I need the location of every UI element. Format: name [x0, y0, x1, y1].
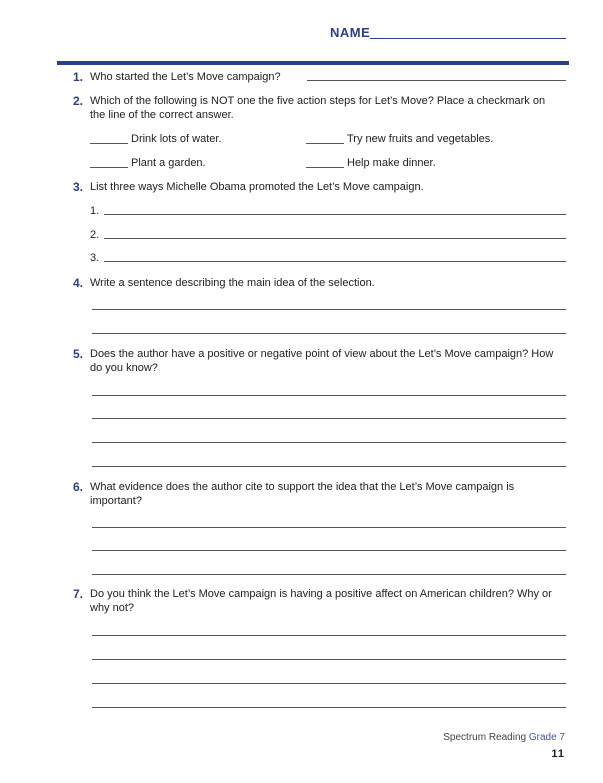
header-divider	[57, 61, 569, 65]
answer-line-5d[interactable]	[92, 466, 566, 467]
answer-line-7b[interactable]	[92, 659, 566, 660]
list-item-2-label: 2.	[90, 229, 100, 241]
checkmark-line-option-4[interactable]	[306, 167, 344, 168]
footer-grade: Grade 7	[528, 732, 565, 743]
question-2-text: Which of the following is NOT one the five action steps for Let’s Move? Place a checkmark on the line of the correct answer.	[90, 95, 546, 121]
footer-publisher	[443, 732, 565, 743]
option-3-text: Plant a garden.	[131, 157, 206, 169]
question-2-number: 2.	[72, 94, 83, 108]
list-item-2-line[interactable]	[104, 238, 566, 239]
question-4-text: Write a sentence describing the main idea of the selection.	[90, 277, 375, 289]
question-1-number: 1.	[72, 70, 83, 84]
page-number: 11	[551, 748, 565, 760]
question-7-text: Do you think the Let’s Move campaign is having a positive affect on American children? Why or why not?	[90, 588, 552, 614]
question-5-text: Does the author have a positive or negative point of view about the Let’s Move campaign? How do you know?	[90, 348, 554, 374]
answer-line-6b[interactable]	[92, 550, 566, 551]
answer-line-6a[interactable]	[92, 527, 566, 528]
checkmark-line-option-1[interactable]	[90, 143, 128, 144]
footer-series: Spectrum Reading	[443, 732, 527, 743]
checkmark-line-option-3[interactable]	[90, 167, 128, 168]
list-item-1-label: 1.	[90, 205, 100, 217]
list-item-3-line[interactable]	[104, 261, 566, 262]
question-6-text: What evidence does the author cite to support the idea that the Let’s Move campaign is important?	[90, 481, 515, 507]
option-4-text: Help make dinner.	[347, 157, 436, 169]
list-item-1-line[interactable]	[104, 214, 566, 215]
answer-line-5c[interactable]	[92, 442, 566, 443]
answer-line-1[interactable]	[307, 80, 566, 81]
question-1-text: Who started the Let’s Move campaign?	[90, 71, 281, 83]
list-item-3-label: 3.	[90, 252, 100, 264]
answer-line-7c[interactable]	[92, 683, 566, 684]
answer-line-4a[interactable]	[92, 309, 566, 310]
name-label: NAME	[330, 25, 371, 40]
question-3-text: List three ways Michelle Obama promoted the Let’s Move campaign.	[90, 181, 424, 193]
answer-line-5a[interactable]	[92, 395, 566, 396]
question-6-number: 6.	[72, 480, 83, 494]
answer-line-5b[interactable]	[92, 418, 566, 419]
checkmark-line-option-2[interactable]	[306, 143, 344, 144]
option-1-text: Drink lots of water.	[131, 133, 222, 145]
answer-line-7a[interactable]	[92, 635, 566, 636]
name-field[interactable]	[370, 38, 566, 39]
question-3-number: 3.	[72, 180, 83, 194]
answer-line-4b[interactable]	[92, 333, 566, 334]
question-5-number: 5.	[72, 347, 83, 361]
question-4-number: 4.	[72, 276, 83, 290]
question-7-number: 7.	[72, 587, 83, 601]
answer-line-7d[interactable]	[92, 707, 566, 708]
answer-line-6c[interactable]	[92, 574, 566, 575]
option-2-text: Try new fruits and vegetables.	[347, 133, 494, 145]
